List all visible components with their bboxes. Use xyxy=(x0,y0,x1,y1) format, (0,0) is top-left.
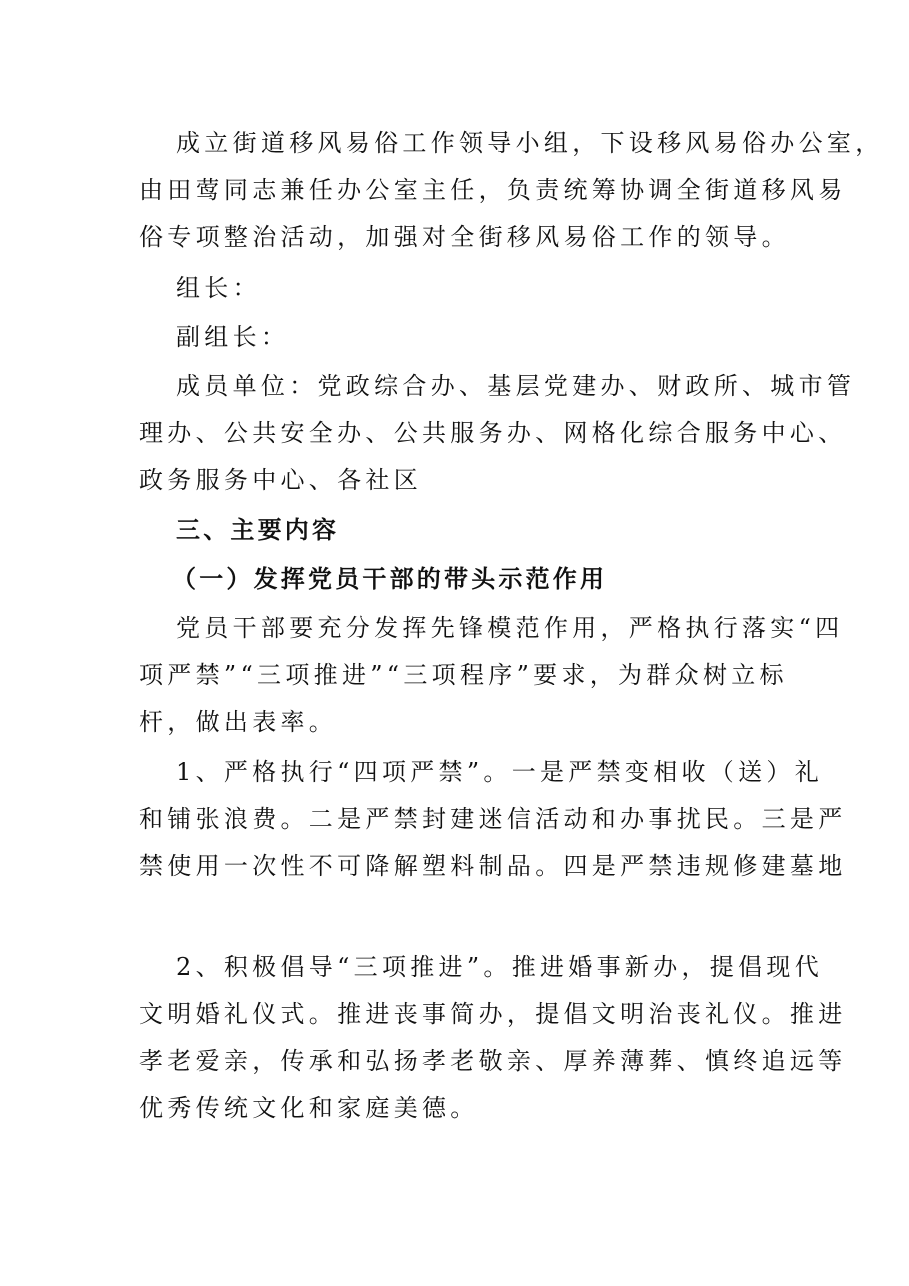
subheading-1: （一）发挥党员干部的带头示范作用 xyxy=(172,565,608,593)
section-heading-3: 三、主要内容 xyxy=(176,516,340,544)
item-2-line-4: 优秀传统文化和家庭美德。 xyxy=(139,1094,479,1122)
paragraph-1-line-2: 由田莺同志兼任办公室主任，负责统筹协调全街道移风易 xyxy=(139,176,847,204)
item-1-line-1: 1、严格执行“四项严禁”。一是严禁变相收（送）礼 xyxy=(176,758,824,786)
paragraph-1-line-3: 俗专项整治活动，加强对全街移风易俗工作的领导。 xyxy=(139,223,790,251)
deputy-leader-label: 副组长： xyxy=(176,323,290,351)
item-2-line-3: 孝老爱亲，传承和弘扬孝老敬亲、厚养薄葬、慎终追远等 xyxy=(139,1047,847,1075)
item-2-line-2: 文明婚礼仪式。推进丧事简办，提倡文明治丧礼仪。推进 xyxy=(139,1000,847,1028)
item-1-line-2: 和铺张浪费。二是严禁封建迷信活动和办事扰民。三是严 xyxy=(139,805,847,833)
item-1-line-3: 禁使用一次性不可降解塑料制品。四是严禁违规修建墓地 xyxy=(139,852,847,880)
group-leader-label: 组长： xyxy=(176,274,261,302)
paragraph-2-line-1: 党员干部要充分发挥先锋模范作用，严格执行落实“四 xyxy=(176,614,844,642)
paragraph-2-line-2: 项严禁”“三项推进”“三项程序”要求，为群众树立标 xyxy=(139,661,788,689)
members-line-2: 理办、公共安全办、公共服务办、网格化综合服务中心、 xyxy=(139,419,847,447)
item-2-line-1: 2、积极倡导“三项推进”。推进婚事新办，提倡现代 xyxy=(176,953,824,981)
members-line-3: 政务服务中心、各社区 xyxy=(139,466,422,494)
members-line-1: 成员单位：党政综合办、基层党建办、财政所、城市管 xyxy=(176,372,856,400)
paragraph-1-line-1: 成立街道移风易俗工作领导小组，下设移风易俗办公室， xyxy=(176,129,884,157)
paragraph-2-line-3: 杆，做出表率。 xyxy=(139,708,338,736)
